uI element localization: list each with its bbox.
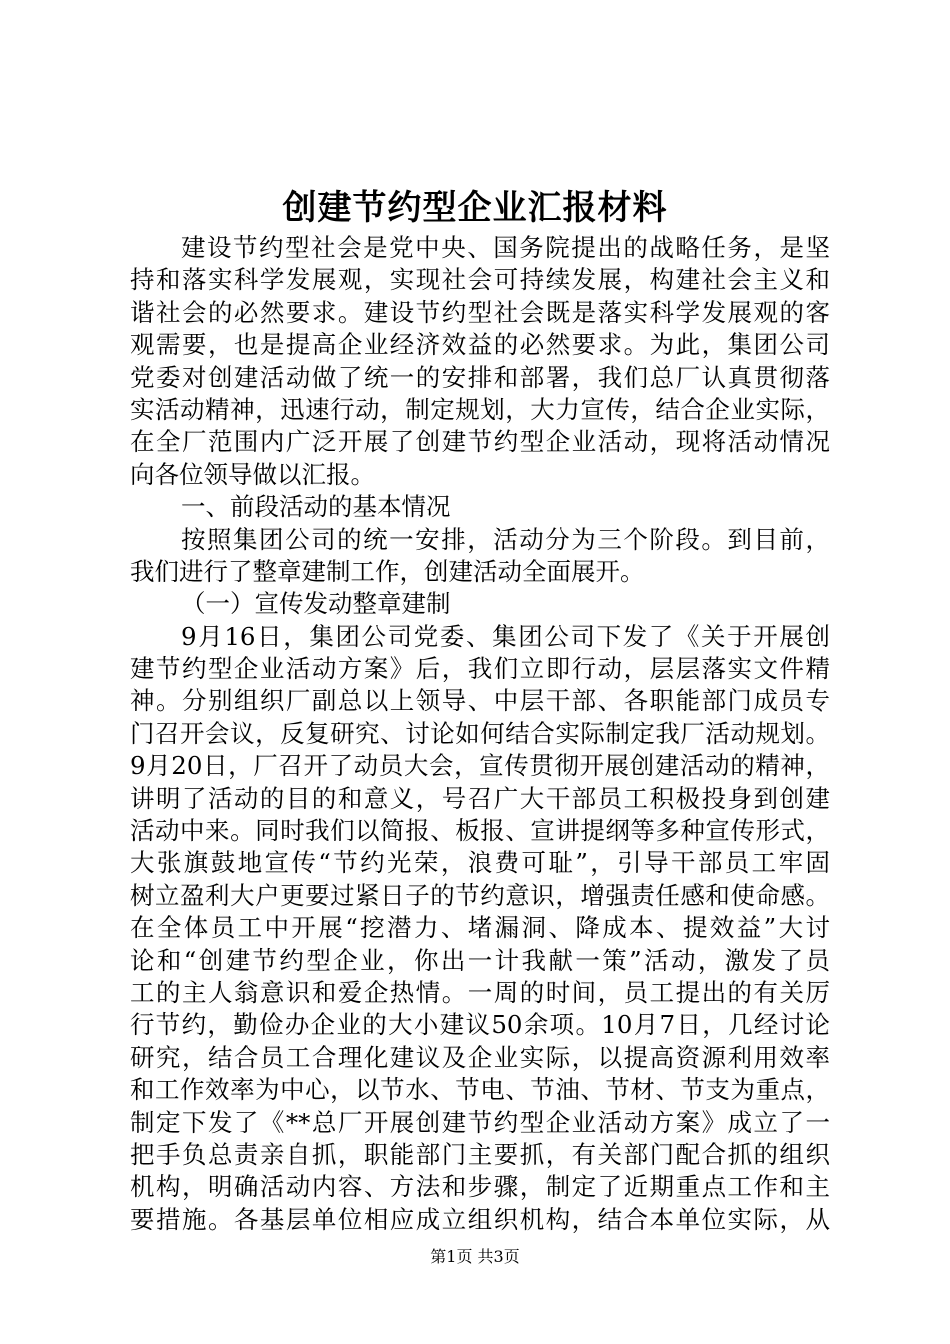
paragraph-line: 活动中来。同时我们以简报、板报、宣讲提纲等多种宣传形式， bbox=[130, 816, 830, 846]
paragraph-line: 建节约型企业活动方案》后，我们立即行动，层层落实文件精 bbox=[130, 654, 830, 684]
paragraph-line: 工的主人翁意识和爱企热情。一周的时间，员工提出的有关厉 bbox=[130, 977, 830, 1007]
paragraph-line: 神。分别组织厂副总以上领导、中层干部、各职能部门成员专 bbox=[130, 686, 830, 716]
paragraph-line: 论和“创建节约型企业，你出一计我献一策”活动，激发了员 bbox=[130, 945, 830, 975]
paragraph-line: 建设节约型社会是党中央、国务院提出的战略任务，是坚 bbox=[181, 233, 830, 262]
document-body bbox=[130, 232, 830, 1236]
paragraph-line: 机构，明确活动内容、方法和步骤，制定了近期重点工作和主 bbox=[130, 1172, 830, 1202]
paragraph-line: 9月16日，集团公司党委、集团公司下发了《关于开展创 bbox=[181, 621, 830, 651]
page-number: 第1页 共3页 bbox=[430, 1247, 520, 1266]
paragraph-line: 向各位领导做以汇报。 bbox=[130, 459, 375, 489]
paragraph-line: 在全厂范围内广泛开展了创建节约型企业活动，现将活动情况 bbox=[130, 427, 830, 457]
paragraph-line: 党委对创建活动做了统一的安排和部署，我们总厂认真贯彻落 bbox=[130, 362, 830, 392]
paragraph-line: 要措施。各基层单位相应成立组织机构，结合本单位实际，从 bbox=[130, 1204, 830, 1234]
paragraph-line: 行节约，勤俭办企业的大小建议50余项。10月7日，几经讨论 bbox=[130, 1010, 830, 1040]
paragraph-line: 门召开会议，反复研究、讨论如何结合实际制定我厂活动规划。 bbox=[130, 718, 830, 748]
paragraph-line: 研究，结合员工合理化建议及企业实际，以提高资源利用效率 bbox=[130, 1042, 830, 1072]
paragraph-line: 制定下发了《**总厂开展创建节约型企业活动方案》成立了一 bbox=[130, 1107, 830, 1137]
paragraph-line: 我们进行了整章建制工作，创建活动全面展开。 bbox=[130, 556, 645, 586]
paragraph-line: 谐社会的必然要求。建设节约型社会既是落实科学发展观的客 bbox=[130, 297, 830, 327]
document-title: 创建节约型企业汇报材料 bbox=[282, 188, 668, 228]
paragraph-line: 持和落实科学发展观，实现社会可持续发展，构建社会主义和 bbox=[130, 265, 830, 295]
paragraph-line: 讲明了活动的目的和意义，号召广大干部员工积极投身到创建 bbox=[130, 783, 830, 813]
section-heading: 一、前段活动的基本情况 bbox=[181, 492, 451, 522]
paragraph-line: 树立盈利大户更要过紧日子的节约意识，增强责任感和使命感。 bbox=[130, 880, 830, 910]
paragraph-line: 和工作效率为中心，以节水、节电、节油、节材、节支为重点， bbox=[130, 1075, 830, 1105]
paragraph-line: 在全体员工中开展“挖潜力、堵漏洞、降成本、提效益”大讨 bbox=[130, 913, 830, 943]
paragraph-line: 观需要，也是提高企业经济效益的必然要求。为此，集团公司 bbox=[130, 330, 830, 360]
paragraph-line: 大张旗鼓地宣传“节约光荣，浪费可耻”，引导干部员工牢固 bbox=[130, 848, 830, 878]
paragraph-line: 9月20日，厂召开了动员大会，宣传贯彻开展创建活动的精神， bbox=[130, 751, 830, 781]
paragraph-line: 把手负总责亲自抓，职能部门主要抓，有关部门配合抓的组织 bbox=[130, 1139, 830, 1169]
subsection-heading: （一）宣传发动整章建制 bbox=[181, 589, 451, 619]
paragraph-line: 实活动精神，迅速行动，制定规划，大力宣传，结合企业实际， bbox=[130, 394, 830, 424]
paragraph-line: 按照集团公司的统一安排，活动分为三个阶段。到目前， bbox=[181, 524, 830, 554]
